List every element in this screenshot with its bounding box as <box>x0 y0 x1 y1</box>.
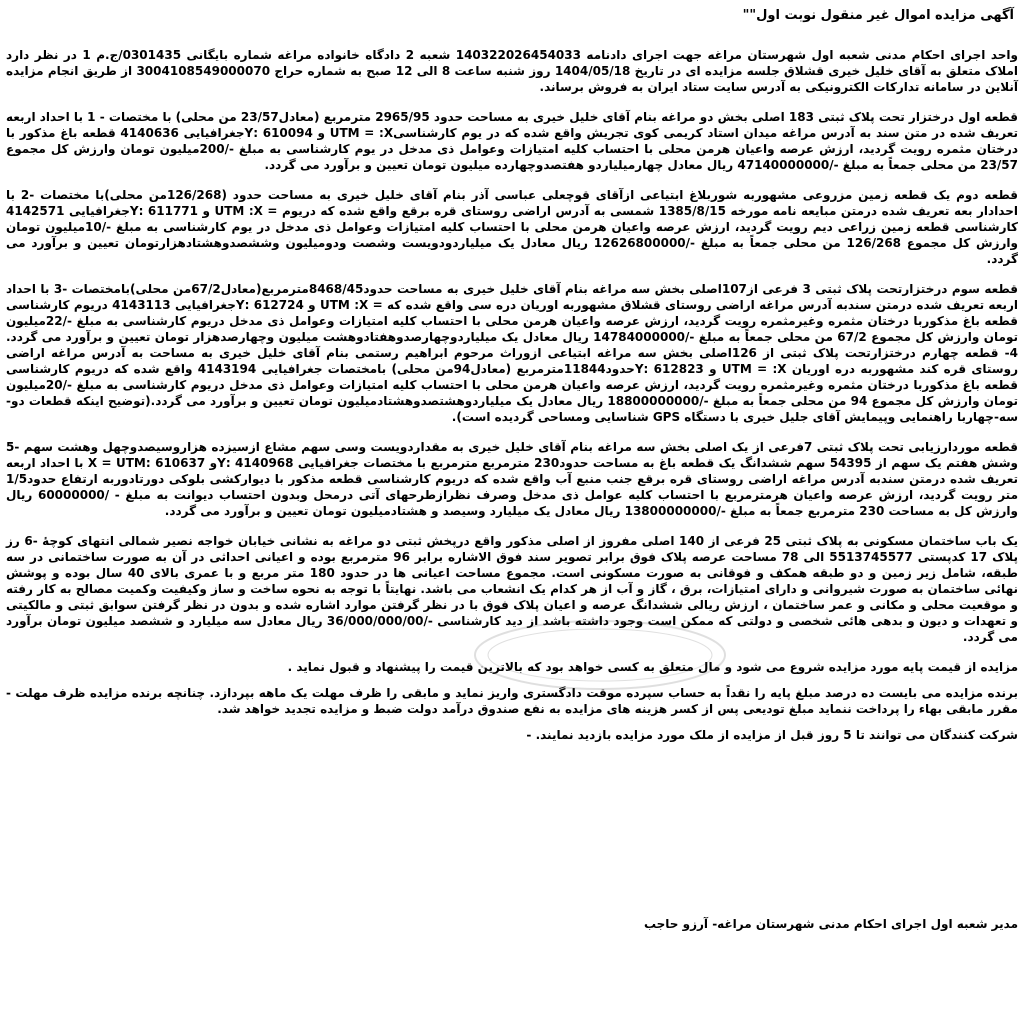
intro-paragraph: واحد اجرای احکام مدنی شعبه اول شهرستان مراغه جهت اجرای دادنامه 140322026454033 شعبه 2 دادگاه خانواده مراغه شماره بایگانی 0301435/ج.م 1 در نظر دارد املاک متعلق به آقای خلیل خیری قشلاق جلسه مزایده ای در تاریخ 1404/05/18 روز شنبه ساعت 8 الی 12 صبح به شماره حراج 3004108549000070 از طریق انجام مزایده آنلاین در سامانه تدارکات الکترونیکی به آدرس سایت ستاد ایران به فروش برساند. <box>6 48 1018 94</box>
item-3-4-paragraph: قطعه سوم درختزارتحت پلاک ثبتی 3 فرعی از107اصلی بخش سه مراغه بنام آقای خلیل خیری به مساحت حدود8468/45مترمربع(معادل67/2من محلی)بامختصات -3 با احداد اربعه تعریف شده درمتن سندبه آدرس مراغه اراضی روستای قشلاق مشهوربه اوریان دره سی واقع شده که = UTM :X و 612724 :Yجغرافیایی 4143113 دریوم کارشناسی قطعه باغ مذکوربا درختان مثمره وغیرمثمره رویت گردید، ارزش عرصه واعیان هرمن محلی با احتساب کلیه امتیازات وعوامل ذی مدخل دریوم کارشناسی به مبلغ -/22میلیون تومان وارزش کل مجموع 67/2 من محلی جمعاً به مبلغ -/14784000000 ریال معادل یک میلیاردوچهارصدوهفتادوهشت میلیون وچهارصدهزار تومان تعیین و برآورد می گردد. 4- قطعه چهارم درختزارتحت پلاک ثبتی از 126اصلی بخش سه مراغه ابتیاعی ازوراث مرحوم ابراهیم رستمی بنام آقای خلیل خیری به مساحت به آدرس مراغه اراضی روستای قره کند مشهوربه دره اوریان UTM = :X و 612823 :Yحدود11844مترمربع (معادل94من محلی) بامختصات جغرافیایی 4143194 واقع شده که دریوم کارشناسی قطعه باغ مذکوربا درختان مثمره وغیرمثمره رویت گردید، ارزش عرصه واعیان هرمن محلی با احتساب کلیه امتیازات وعوامل ذی مدخل دریوم کارشناسی به مبلغ -/20میلیون تومان وارزش کل مجموع 94 من محلی جمعاً به مبلغ -/18800000000 ریال معادل یک میلیاردوهشتصدوهشتادمیلیون تومان تعیین و برآورد می گردد.(توضیح اینکه قطعات دو- سه-چهاربا راهنمایی وپیمایش آقای جلیل خیری با دستگاه GPS شناسایی ومساحی گردیده است). <box>6 282 1018 424</box>
item-1-paragraph: قطعه اول درختزار تحت پلاک ثبتی 183 اصلی بخش دو مراغه بنام آقای خلیل خیری به مساحت حدود 2965/95 مترمربع (معادل23/57 من محلی) با مختصات - 1 با احداد اربعه تعریف شده در متن سند به آدرس مراغه میدان استاد کریمی کوی تجریش واقع شده که در یوم کارشناسیUTM = :X و 610094 :Yجغرافیایی 4140636 قطعه باغ مذکور با درختان مثمره رویت گردید، ارزش عرصه واعیان هرمن محلی با احتساب کلیه امتیازات وعوامل ذی مدخل در یوم کارشناسی به مبلغ -/200میلیون تومان وارزش کل مجموع 23/57 من محلی جمعاً به مبلغ -/47140000000 ریال معادل چهارمیلیاردو هفتصدوچهارده میلیون تومان تعیین و برآورد می گردد. <box>6 110 1019 172</box>
item-2-paragraph: قطعه دوم یک قطعه زمین مزروعی مشهوربه شوربلاغ ابتیاعی ازآقای قوچعلی عباسی آذر بنام آقای خلیل خیری به مساحت حدود (126/268من محلی)با مختصات -2 با احدادار بعه تعریف شده درمتن مبایعه نامه مورخه 1385/8/15 شمسی به آدرس اراضی روستای قره برقع واقع شده که دریوم = UTM :X و 611771 :Yجغرافیایی 4142571 کارشناسی قطعه زمین زراعی دیم رویت گردید، ارزش عرصه واعیان هرمن محلی با احتساب کلیه امتیازات وعوامل ذی مدخل در یوم کارشناسی به مبلغ -/10میلیون تومان وارزش کل مجموع 126/268 من محلی جمعاً به مبلغ -/12626800000 ریال معادل یک میلیاردودویست وشصت ودومیلیون وششصدوهشتادهزارتومان تعیین و برآورد می گردد. <box>6 188 1018 266</box>
item-5-paragraph: قطعه موردارزیابی تحت پلاک ثبتی 7فرعی از یک اصلی بخش سه مراغه بنام آقای خلیل خیری به مقداردویست وسی سهم مشاع ازسیزده هزاروسیصدوچهل وهشت سهم -5 وشش هفتم یک سهم از 54395 سهم ششدانگ یک قطعه باغ به مساحت حدود230 مترمربع مترمربع با مختصات جغرافیایی 4140968 :Yو 610637 :X = UTM با احداد اربعه تعریف شده درمتن سندبه آدرس مراغه اراضی روستای قره برقع جنب منبع آب واقع شده که دریوم کارشناسی قطعه مذکور با دیوارکشی بلوکی دورتادوربه ارتفاع حدود1/5 متر رویت گردید، ارزش عرصه واعیان هرمترمربع با احتساب کلیه عوامل ذی مدخل وصرف نظرازطرحهای آتی درمحل وبدون احتساب دیوانت به مبلغ - /60000000 ریال وارزش کل به مساحت 230 مترمربع جمعاً به مبلغ -/13800000000 ریال معادل یک میلیارد وسیصد و هشتادمیلیون تومان تعیین و برآورد می گردد. <box>6 440 1019 518</box>
clause-2-paragraph: برنده مزایده می بایست ده درصد مبلغ پایه را نقداً به حساب سپرده موقت دادگستری واریز نماید و مابقی را ظرف مهلت یک ماهه بپردازد. چنانچه برنده مزایده ظرف مهلت - مقرر مابقی بهاء را پرداخت ننماید مبلغ تودیعی پس از کسر هزینه های مزایده به نفع صندوق درآمد دولت ضبط و مزایده تجدید خواهد شد. <box>6 686 1018 716</box>
clause-3-paragraph: شرکت کنندگان می توانند تا 5 روز قبل از مزایده از ملک مورد مزایده بازدید نمایند. - <box>526 728 1018 742</box>
notice-title: آگهی مزایده اموال غیر منقول نوبت اول"" <box>742 8 1014 23</box>
clause-1-paragraph: مزایده از قیمت پایه مورد مزایده شروع می شود و مال متعلق به کسی خواهد بود که بالاترین قیمت را پیشنهاد و قبول نماید . <box>287 660 1018 674</box>
signature-line: مدیر شعبه اول اجرای احکام مدنی شهرستان مراغه- آرزو حاجب <box>643 917 1018 931</box>
item-6-paragraph: یک باب ساختمان مسکونی به پلاک ثبتی 25 فرعی از 140 اصلی مفروز از اصلی مذکور واقع درپخش ثبتی دو مراغه به نشانی خیابان خواجه نصیر شمالی انتهای کوچهٔ -6 رز پلاک 17 کدپستی 5513745577 الی 78 مساحت عرصه پلاک فوق برابر تصویر سند فوق الاشاره برابر 96 مترمربع بوده و اعیانی احداثی در آن به صورت ساختمانی در سه طبقه، شامل زیر زمین و دو طبقه همکف و فوقانی به صورت مسکونی است. مجموع مساحت اعیانی ها در حدود 180 متر مربع و با عمری بالای 40 سال بوده و پوشش نهائی ساختمان به صورت شیروانی و دارای امتیازات، برق ، گاز و آب از هر کدام یک انشعاب می باشد. نهایتاً با توجه به نحوه ساخت و ساز وکیفیت وکمیت مصالح به کار رفته و موقعیت محلی و مکانی و عمر ساختمان ، ارزش ریالی ششدانگ عرصه و اعیان پلاک فوق با در نظر گرفتن موارد اشاره شده و بدون در نظر گرفتن سوابق ثبتی و مالکیتی و تعهدات و دیون و بدهی هائی شخصی و دولتی که ممکن است وجود داشته باشد از دید کارشناسی -/36/000/000/00 ریال معادل سه میلیارد و ششصد میلیون تومان برآورد می گردد. <box>6 534 1019 644</box>
